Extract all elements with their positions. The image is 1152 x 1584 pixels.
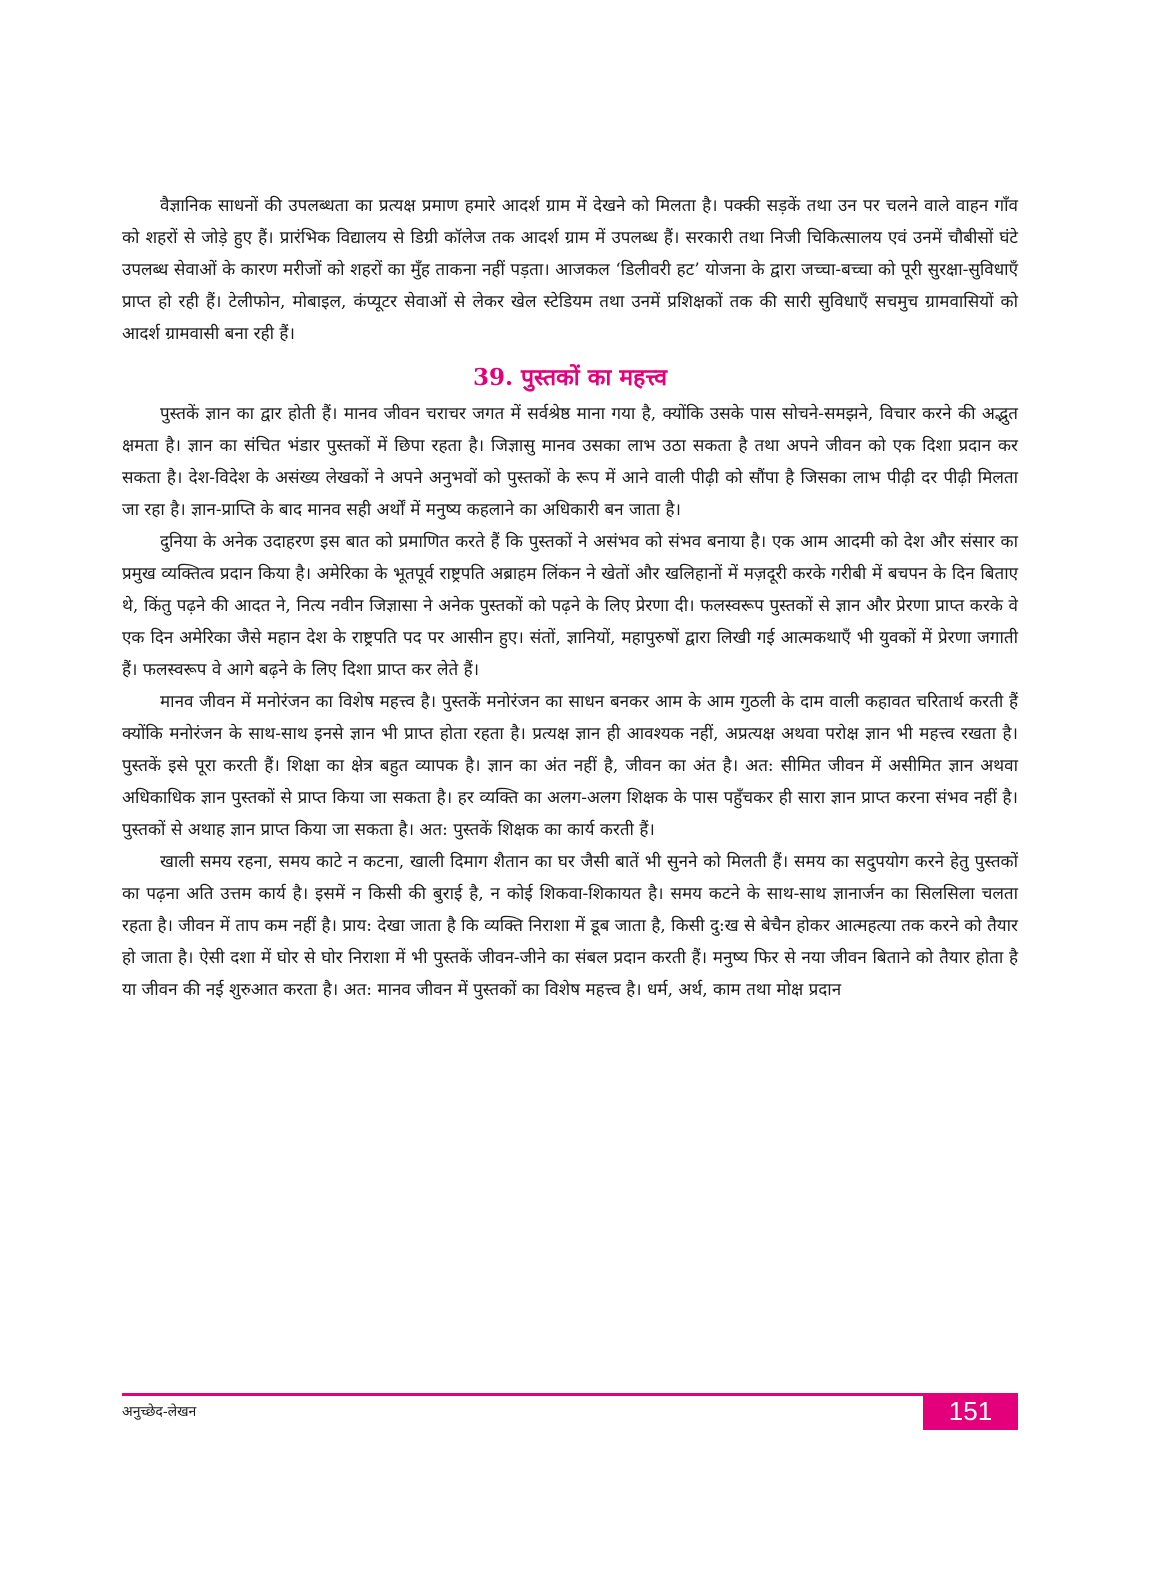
- body-paragraph: पुस्तकें ज्ञान का द्वार होती हैं। मानव जीवन चराचर जगत में सर्वश्रेष्ठ माना गया है, क्योंकि उसके पास सोचने-समझने, विचार करने की अद्भुत क्षमता है। ज्ञान का संचित भंडार पुस्तकों में छिपा रहता है। जिज्ञासु मानव उसका लाभ उठा सकता है तथा अपने जीवन को एक दिशा प्रदान कर सकता है। देश-विदेश के असंख्य लेखकों ने अपने अनुभवों को पुस्तकों के रूप में आने वाली पीढ़ी को सौंपा है जिसका लाभ पीढ़ी दर पीढ़ी मिलता जा रहा है। ज्ञान-प्राप्ति के बाद मानव सही अर्थों में मनुष्य कहलाने का अधिकारी बन जाता है।: [122, 404, 1018, 520]
- page-body: [122, 190, 1018, 1006]
- intro-paragraph: वैज्ञानिक साधनों की उपलब्धता का प्रत्यक्ष प्रमाण हमारे आदर्श ग्राम में देखने को मिलता है। पक्की सड़कें तथा उन पर चलने वाले वाहन गाँव को शहरों से जोड़े हुए हैं। प्रारंभिक विद्यालय से डिग्री कॉलेज तक आदर्श ग्राम में उपलब्ध हैं। सरकारी तथा निजी चिकित्सालय एवं उनमें चौबीसों घंटे उपलब्ध सेवाओं के कारण मरीजों को शहरों का मुँह ताकना नहीं पड़ता। आजकल ‘डिलीवरी हट’ योजना के द्वारा जच्चा-बच्चा को पूरी सुरक्षा-सुविधाएँ प्राप्त हो रही हैं। टेलीफोन, मोबाइल, कंप्यूटर सेवाओं से लेकर खेल स्टेडियम तथा उनमें प्रशिक्षकों तक की सारी सुविधाएँ सचमुच ग्रामवासियों को आदर्श ग्रामवासी बना रही हैं।: [122, 196, 1018, 344]
- running-title: अनुच्छेद-लेखन: [122, 1404, 197, 1420]
- body-paragraph: दुनिया के अनेक उदाहरण इस बात को प्रमाणित करते हैं कि पुस्तकों ने असंभव को संभव बनाया है। एक आम आदमी को देश और संसार का प्रमुख व्यक्तित्व प्रदान किया है। अमेरिका के भूतपूर्व राष्ट्रपति अब्राहम लिंकन ने खेतों और खलिहानों में मज़दूरी करके गरीबी में बचपन के दिन बिताए थे, किंतु पढ़ने की आदत ने, नित्य नवीन जिज्ञासा ने अनेक पुस्तकों को पढ़ने के लिए प्रेरणा दी। फलस्वरूप पुस्तकों से ज्ञान और प्रेरणा प्राप्त करके वे एक दिन अमेरिका जैसे महान देश के राष्ट्रपति पद पर आसीन हुए। संतों, ज्ञानियों, महापुरुषों द्वारा लिखी गई आत्मकथाएँ भी युवकों में प्रेरणा जगाती हैं। फलस्वरूप वे आगे बढ़ने के लिए दिशा प्राप्त कर लेते हैं।: [122, 532, 1018, 680]
- footer-divider: [122, 1393, 1018, 1396]
- body-paragraph: खाली समय रहना, समय काटे न कटना, खाली दिमाग शैतान का घर जैसी बातें भी सुनने को मिलती हैं। समय का सदुपयोग करने हेतु पुस्तकों का पढ़ना अति उत्तम कार्य है। इसमें न किसी की बुराई है, न कोई शिकवा-शिकायत है। समय कटने के साथ-साथ ज्ञानार्जन का सिलसिला चलता रहता है। जीवन में ताप कम नहीं है। प्राय: देखा जाता है कि व्यक्ति निराशा में डूब जाता है, किसी दु:ख से बेचैन होकर आत्महत्या तक करने को तैयार हो जाता है। ऐसी दशा में घोर से घोर निराशा में भी पुस्तकें जीवन-जीने का संबल प्रदान करती हैं। मनुष्य फिर से नया जीवन बिताने को तैयार होता है या जीवन की नई शुरुआत करता है। अत: मानव जीवन में पुस्तकों का विशेष महत्त्व है। धर्म, अर्थ, काम तथा मोक्ष प्रदान: [122, 852, 1018, 1000]
- section-heading: 39. पुस्तकों का महत्त्व: [472, 364, 668, 391]
- body-paragraph: मानव जीवन में मनोरंजन का विशेष महत्त्व है। पुस्तकें मनोरंजन का साधन बनकर आम के आम गुठली के दाम वाली कहावत चरितार्थ करती हैं क्योंकि मनोरंजन के साथ-साथ इनसे ज्ञान भी प्राप्त होता रहता है। प्रत्यक्ष ज्ञान ही आवश्यक नहीं, अप्रत्यक्ष अथवा परोक्ष ज्ञान भी महत्त्व रखता है। पुस्तकें इसे पूरा करती हैं। शिक्षा का क्षेत्र बहुत व्यापक है। ज्ञान का अंत नहीं है, जीवन का अंत है। अत: सीमित जीवन में असीमित ज्ञान अथवा अधिकाधिक ज्ञान पुस्तकों से प्राप्त किया जा सकता है। हर व्यक्ति का अलग-अलग शिक्षक के पास पहुँचकर ही सारा ज्ञान प्राप्त करना संभव नहीं है। पुस्तकों से अथाह ज्ञान प्राप्त किया जा सकता है। अत: पुस्तकें शिक्षक का कार्य करती हैं।: [122, 692, 1018, 840]
- page-number: 151: [923, 1393, 1018, 1430]
